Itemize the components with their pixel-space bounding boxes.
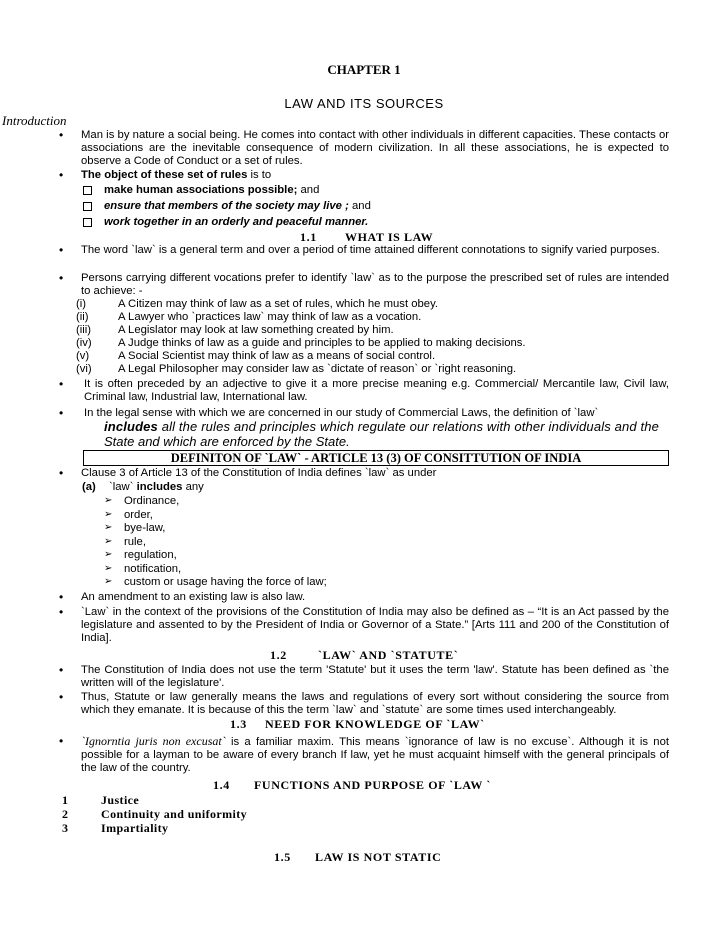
object-line — [81, 169, 271, 181]
bullet-icon: • — [59, 590, 64, 604]
arrow-bullet-icon: ➢ — [104, 549, 113, 560]
function-text: Impartiality — [101, 821, 169, 835]
bullet-icon: • — [59, 663, 64, 677]
definition-bold: includes — [104, 419, 158, 434]
function-number: 2 — [62, 807, 68, 821]
section-number: 1.5 — [274, 850, 291, 864]
bullet-icon: • — [59, 168, 64, 182]
arrow-bullet-icon: ➢ — [104, 509, 113, 520]
maxim: `Ignorntia juris non excusat` — [81, 734, 226, 748]
paragraph: In the legal sense with which we are concerned in our study of Commercial Laws, the definition of `law` — [84, 407, 599, 419]
list-item: custom or usage having the force of law; — [124, 576, 327, 588]
bullet-icon: • — [59, 605, 64, 619]
bullet-icon: • — [59, 466, 64, 480]
paragraph: Clause 3 of Article 13 of the Constitution of India defines `law` as under — [81, 467, 437, 479]
paragraph: Persons carrying different vocations prefer to identify `law` as to the purpose the prescribed set of rules are intended to achieve: - — [81, 272, 669, 297]
section-heading: `LAW` AND `STATUTE` — [318, 648, 459, 662]
page-title: LAW AND ITS SOURCES — [284, 96, 444, 111]
function-text: Justice — [101, 793, 140, 807]
roman-num: (iii) — [76, 324, 92, 336]
roman-text: A Judge thinks of law as a guide and principles to be applied to making decisions. — [118, 337, 526, 349]
bullet-icon: • — [59, 734, 64, 748]
intro-paragraph: Man is by nature a social being. He comes into contact with other individuals in different capacities. These contacts or associations are the inevitable consequence of modern civilization. In all these associations, he is expected to observe a Code of Conduct or a set of rules. — [81, 129, 669, 167]
bullet-icon: • — [59, 243, 64, 257]
object-item-text: work together in an orderly and peaceful manner. — [104, 216, 369, 228]
roman-num: (v) — [76, 350, 90, 362]
object-item — [104, 216, 368, 228]
arrow-bullet-icon: ➢ — [104, 576, 113, 587]
section-number: 1.4 — [213, 778, 230, 792]
roman-text: A Legislator may look at law something created by him. — [118, 324, 394, 336]
roman-num: (iv) — [76, 337, 92, 349]
section-heading: FUNCTIONS AND PURPOSE OF `LAW ` — [254, 778, 491, 792]
clause-pre: `law` — [109, 481, 137, 493]
checkbox-square-icon — [83, 186, 92, 195]
object-item-text: make human associations possible; — [104, 184, 298, 196]
section-number: 1.1 — [300, 230, 317, 244]
definition-line-2: State and which are enforced by the State. — [104, 434, 350, 449]
intro-label: Introduction — [2, 113, 67, 128]
bullet-icon: • — [59, 128, 64, 142]
section-heading: LAW IS NOT STATIC — [315, 850, 442, 864]
paragraph: Thus, Statute or law generally means the laws and regulations of every sort without considering the source from which they emanate. It is because of this the term `law` and `statute` are some times used interchangeably. — [81, 691, 669, 716]
paragraph: It is often preceded by an adjective to give it a more precise meaning e.g. Commercial/ Mercantile law, Civil law, Criminal law, Industrial law, International law. — [84, 378, 669, 403]
maxim-paragraph — [81, 735, 669, 775]
paragraph: The word `law` is a general term and over a period of time attained different connotations to signify varied purposes. — [81, 244, 660, 256]
section-heading: WHAT IS LAW — [345, 230, 434, 244]
chapter-heading: CHAPTER 1 — [327, 62, 401, 77]
object-item-after: and — [348, 200, 371, 212]
object-bold: The object of these set of rules — [81, 169, 248, 181]
bullet-icon: • — [59, 271, 64, 285]
section-heading: NEED FOR KNOWLEDGE OF `LAW` — [265, 717, 485, 731]
definition-rest: all the rules and principles which regulate our relations with other individuals and the — [157, 419, 660, 434]
roman-text: A Legal Philosopher may consider law as `dictate of reason` or `right reasoning. — [118, 363, 517, 375]
list-item: regulation, — [124, 549, 177, 561]
function-number: 3 — [62, 821, 68, 835]
arrow-bullet-icon: ➢ — [104, 495, 113, 506]
function-number: 1 — [62, 793, 68, 807]
clause-post: any — [182, 481, 204, 493]
section-number: 1.2 — [270, 648, 287, 662]
clause-bold: includes — [136, 481, 183, 493]
list-item: bye-law, — [124, 522, 166, 534]
checkbox-square-icon — [83, 218, 92, 227]
object-item-after: and — [297, 184, 320, 196]
definition-box-heading: DEFINITON OF `LAW` - ARTICLE 13 (3) OF CONSITTUTION OF INDIA — [83, 450, 669, 466]
roman-text: A Social Scientist may think of law as a means of social control. — [118, 350, 436, 362]
object-item-text: ensure that members of the society may live ; — [104, 200, 349, 212]
definition-line — [104, 419, 659, 434]
list-item: order, — [124, 509, 153, 521]
bullet-icon: • — [59, 377, 64, 391]
object-item — [104, 184, 319, 196]
arrow-bullet-icon: ➢ — [104, 536, 113, 547]
function-text: Continuity and uniformity — [101, 807, 248, 821]
arrow-bullet-icon: ➢ — [104, 563, 113, 574]
section-number: 1.3 — [230, 717, 247, 731]
roman-num: (i) — [76, 298, 87, 310]
bullet-icon: • — [59, 406, 64, 420]
list-item: notification, — [124, 563, 182, 575]
paragraph: An amendment to an existing law is also law. — [81, 591, 306, 603]
paragraph: The Constitution of India does not use the term 'Statute' but it uses the term 'law'. Statute has been defined as `the written will of the legislature'. — [81, 664, 669, 689]
maxim-rest: is a familiar maxim. This means `ignorance of law is no excuse`. Although it is not possible for a layman to be aware of every branch If law, yet he must acquaint himself with the general principals of the law of the country. — [81, 736, 669, 774]
list-item: rule, — [124, 536, 146, 548]
arrow-bullet-icon: ➢ — [104, 522, 113, 533]
object-rest: is to — [247, 169, 272, 181]
bullet-icon: • — [59, 690, 64, 704]
list-item: Ordinance, — [124, 495, 180, 507]
paragraph: `Law` in the context of the provisions of the Constitution of India may also be defined as – “It is an Act passed by the legislature and assented to by the President of India or Governor of a State.” [Arts 111 and 200 of the Constitution of India]. — [81, 606, 669, 644]
roman-num: (vi) — [76, 363, 92, 375]
clause-line — [109, 481, 204, 493]
clause-label: (a) — [82, 481, 96, 493]
roman-text: A Citizen may think of law as a set of rules, which he must obey. — [118, 298, 439, 310]
object-item — [104, 200, 371, 212]
roman-num: (ii) — [76, 311, 89, 323]
checkbox-square-icon — [83, 202, 92, 211]
roman-text: A Lawyer who `practices law` may think of law as a vocation. — [118, 311, 422, 323]
